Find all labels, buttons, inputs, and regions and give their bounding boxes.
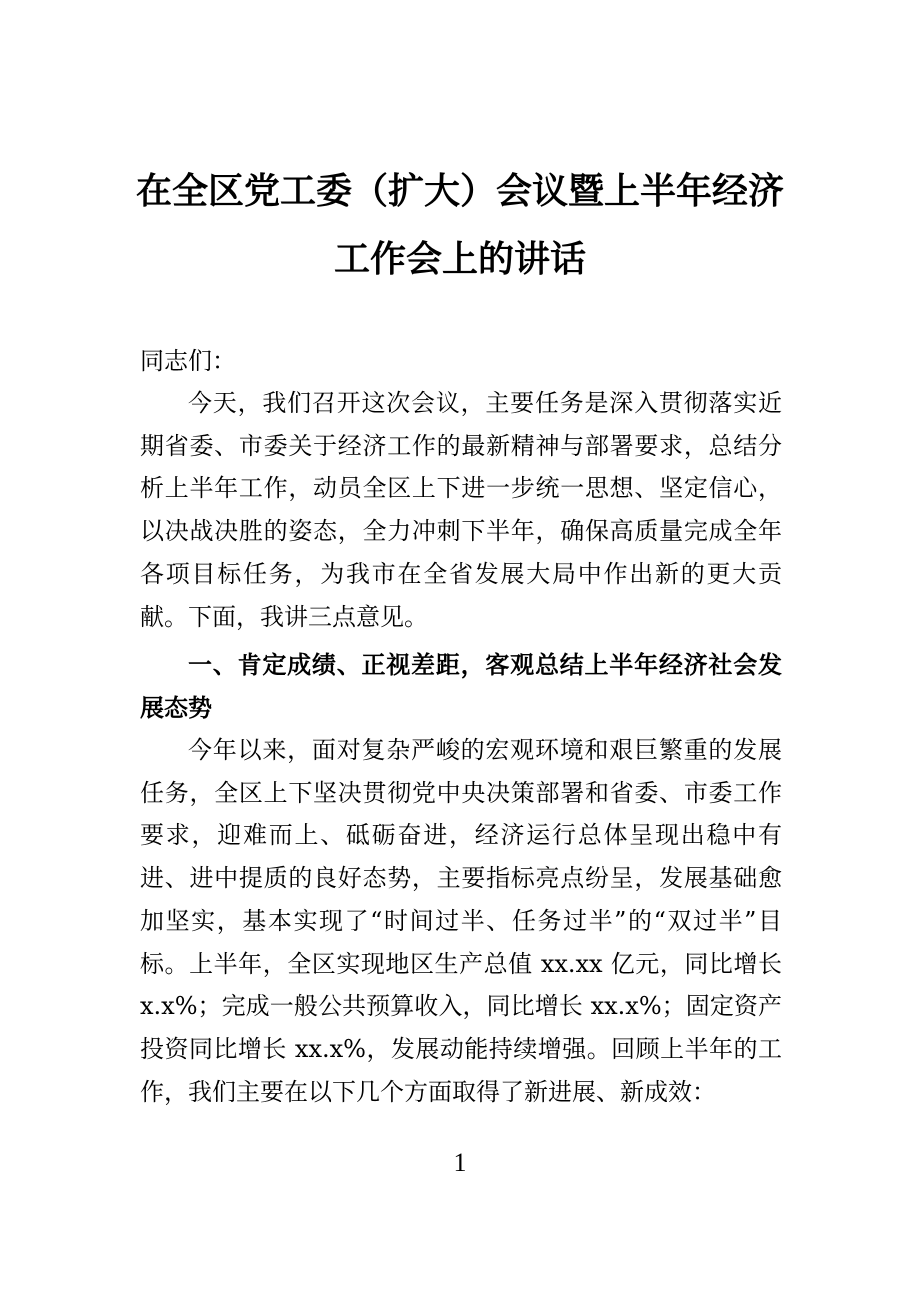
paragraph-intro: 今天，我们召开这次会议，主要任务是深入贯彻落实近期省委、市委关于经济工作的最新精神与部署要求，总结分析上半年工作，动员全区上下进一步统一思想、坚定信心，以决战决胜的姿态，全力冲刺下半年，确保高质量完成全年各项目标任务，为我市在全省发展大局中作出新的更大贡献。下面，我讲三点意见。 [140,389,782,631]
section-heading-1: 一、肯定成绩、正视差距，客观总结上半年经济社会发展态势 [140,651,782,722]
greeting: 同志们： [140,347,236,375]
paragraph-review: 今年以来，面对复杂严峻的宏观环境和艰巨繁重的发展任务，全区上下坚决贯彻党中央决策部署和省委、市委工作要求，迎难而上、砥砺奋进，经济运行总体呈现出稳中有进、进中提质的良好态势，主要指标亮点纷呈，发展基础愈加坚实，基本实现了“时间过半、任务过半”的“双过半”目标。上半年，全区实现地区生产总值 xx.xx 亿元，同比增长 x.x%；完成一般公共预算收入，同比增长 xx.x%；固定资产投资同比增长 xx.x%，发展动能持续增强。回顾上半年的工作，我们主要在以下几个方面取得了新进展、新成效： [140,736,782,1106]
page-number: 1 [453,1148,467,1177]
document-title-line-2: 工作会上的讲话 [333,239,586,280]
document-title-line-1: 在全区党工委（扩大）会议暨上半年经济 [135,171,784,212]
